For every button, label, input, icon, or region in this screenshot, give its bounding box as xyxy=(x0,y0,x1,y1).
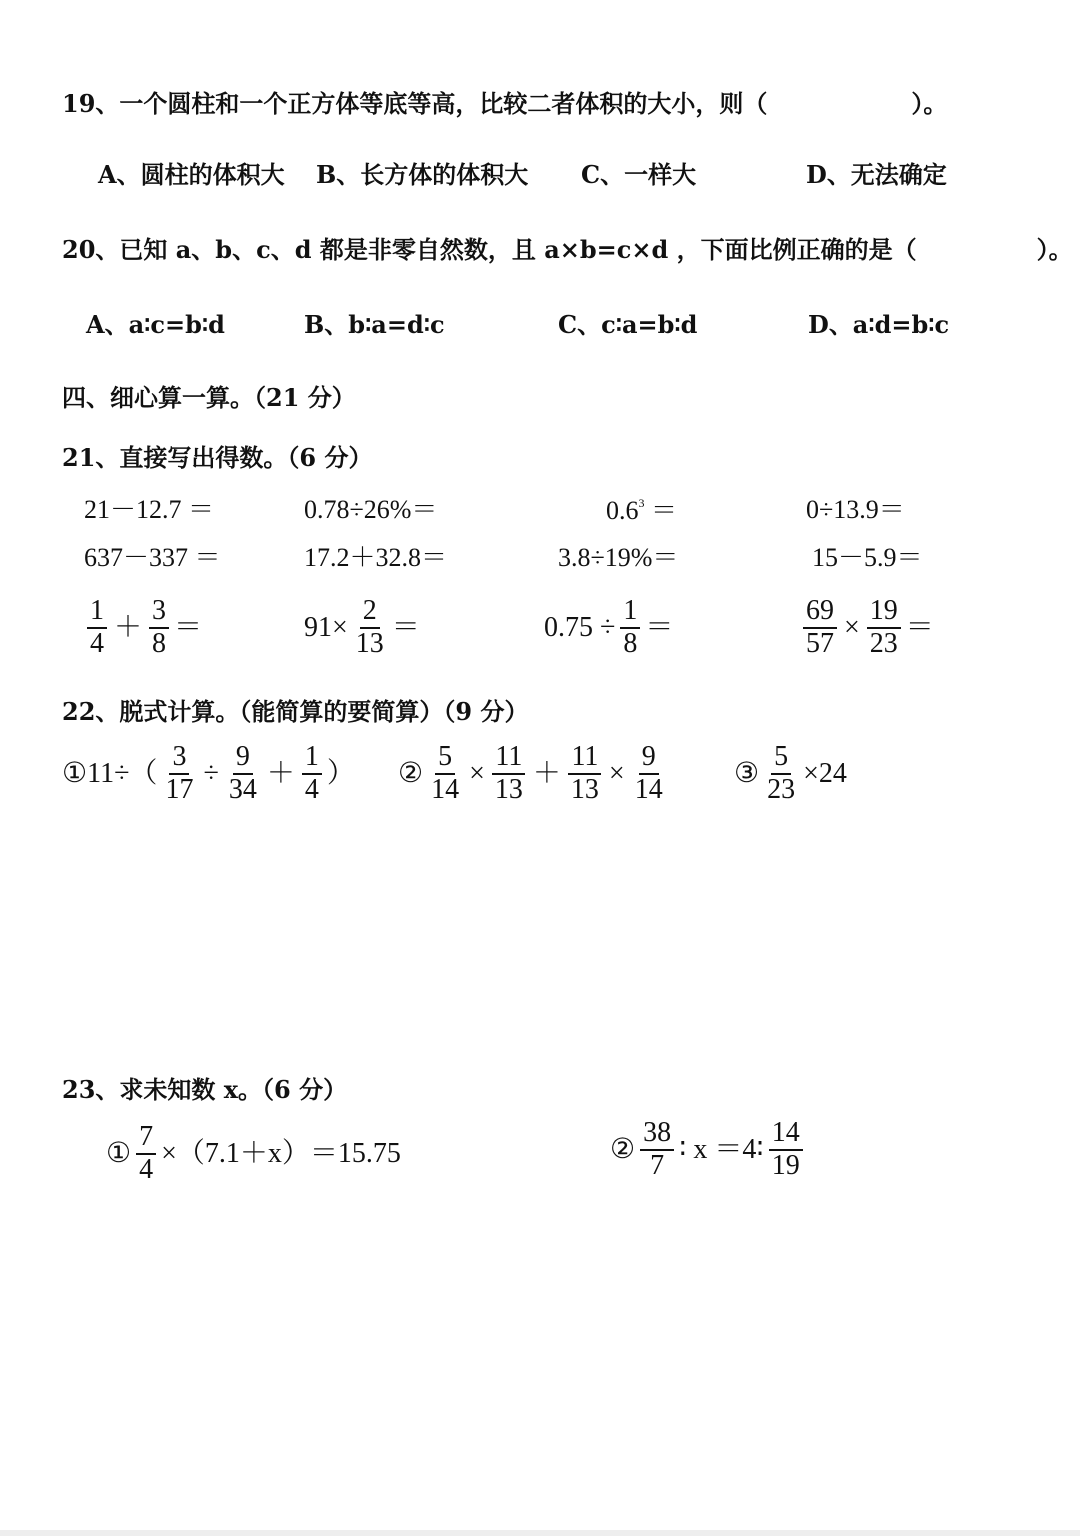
question-20-stem: 20、已知 a、b、c、d 都是非零自然数，且 a×b=c×d ，下面比例正确的是（ ）。 xyxy=(62,235,1073,264)
question-21-title: 21、直接写出得数。（6 分） xyxy=(62,443,373,472)
q21-item-9: $\frac{1}{4}$ ＋ $\frac{3}{8}$ ＝ xyxy=(84,596,202,660)
question-19-stem: 19、一个圆柱和一个正方体等底等高，比较二者体积的大小，则（ ）。 xyxy=(62,89,948,118)
fraction: $\frac{11}{13}$ xyxy=(492,742,526,806)
fraction: $\frac{5}{14}$ xyxy=(431,741,460,805)
fraction: $\frac{3}{8}$ xyxy=(149,596,169,660)
q21-item-3 xyxy=(606,497,677,524)
fraction: $\frac{11}{13}$ xyxy=(568,742,602,806)
question-23-title: 23、求未知数 x。（6 分） xyxy=(62,1075,348,1104)
question-22-title: 22、脱式计算。（能简算的要简算）（9 分） xyxy=(62,697,529,726)
fraction: $\frac{1}{8}$ xyxy=(620,596,640,660)
q23-equation-1: ① $\frac{7}{4}$ ×（7.1＋x）＝15.75 xyxy=(106,1121,401,1185)
page-bottom-edge xyxy=(0,1530,1080,1536)
q20-option-d: D、a∶d=b∶c xyxy=(808,310,950,339)
q21-item-3-base: 0.6 xyxy=(606,496,639,525)
fraction: $\frac{38}{7}$ xyxy=(640,1118,674,1182)
q21-item-10: 91× $\frac{2}{13}$ ＝ xyxy=(304,595,420,659)
q21-item-6: 17.2＋32.8＝ xyxy=(304,543,448,572)
q21-item-1: 21－12.7 ＝ xyxy=(84,495,215,524)
q21-item-2: 0.78÷26%＝ xyxy=(304,495,438,524)
fraction: $\frac{1}{4}$ xyxy=(302,742,322,806)
q22-expression-2: ② $\frac{5}{14}$ × $\frac{11}{13}$ ＋ $\frac{11}{13}$ × $\frac{9}{14}$ xyxy=(398,742,669,806)
q19-option-b: B、长方体的体积大 xyxy=(316,160,529,189)
q22-expression-1: ①11÷（ $\frac{3}{17}$ ÷ $\frac{9}{34}$ ＋ $\frac{1}{4}$ ） xyxy=(62,741,355,805)
fraction: $\frac{9}{34}$ xyxy=(228,741,257,805)
q21-item-7: 3.8÷19%＝ xyxy=(558,543,679,572)
q19-option-c: C、一样大 xyxy=(581,160,697,189)
fraction: $\frac{2}{13}$ xyxy=(355,595,384,659)
q21-item-12: $\frac{69}{57}$ × $\frac{19}{23}$ ＝ xyxy=(800,596,934,660)
q23-equation-2: ② $\frac{38}{7}$ ∶ x ＝4∶ $\frac{14}{19}$ xyxy=(610,1118,806,1182)
q21-item-11: 0.75 ÷ $\frac{1}{8}$ ＝ xyxy=(544,595,674,659)
section-4-title: 四、细心算一算。（21 分） xyxy=(62,383,356,412)
fraction: $\frac{7}{4}$ xyxy=(136,1122,156,1186)
q21-item-4: 0÷13.9＝ xyxy=(806,495,905,524)
q21-item-3-equals: ＝ xyxy=(644,496,678,525)
q21-item-5: 637－337 ＝ xyxy=(84,543,221,572)
q19-option-a: A、圆柱的体积大 xyxy=(98,160,285,189)
q20-option-b: B、b∶a=d∶c xyxy=(304,310,445,339)
fraction: $\frac{5}{23}$ xyxy=(767,741,796,805)
fraction: $\frac{69}{57}$ xyxy=(803,596,837,660)
fraction: $\frac{9}{14}$ xyxy=(634,741,663,805)
q21-item-8: 15－5.9＝ xyxy=(812,543,923,572)
fraction: $\frac{1}{4}$ xyxy=(87,596,107,660)
fraction: $\frac{19}{23}$ xyxy=(867,596,901,660)
q22-expression-3: ③ $\frac{5}{23}$ ×24 xyxy=(734,741,847,805)
q20-option-c: C、c∶a=b∶d xyxy=(558,310,698,339)
q21-item-3-exponent: 3 xyxy=(638,496,645,510)
fraction: $\frac{3}{17}$ xyxy=(165,741,194,805)
q19-option-d: D、无法确定 xyxy=(806,160,947,189)
fraction: $\frac{14}{19}$ xyxy=(769,1118,803,1182)
q20-option-a: A、a∶c=b∶d xyxy=(86,310,225,339)
